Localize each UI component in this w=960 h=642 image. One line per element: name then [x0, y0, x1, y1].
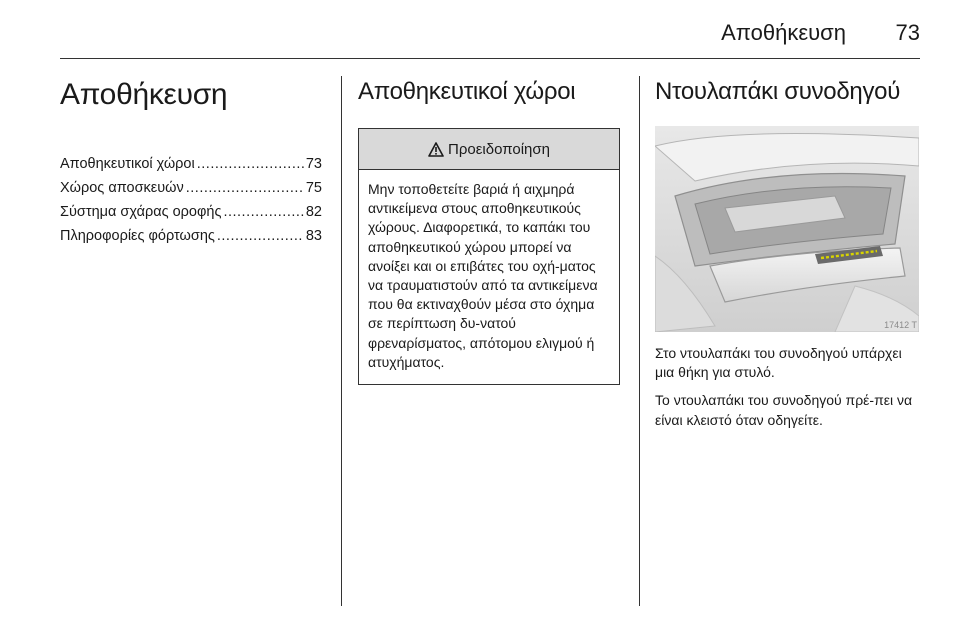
- warning-triangle-icon: [428, 142, 444, 157]
- toc-entry-label: Σύστημα σχάρας οροφής: [60, 204, 222, 220]
- page-header: [60, 18, 920, 59]
- page-number: 73: [895, 20, 920, 45]
- toc-leader-dots: [217, 224, 304, 248]
- toc-leader-dots: [186, 176, 304, 200]
- running-section-title: Αποθήκευση: [721, 20, 846, 45]
- toc-entry-page: 75: [305, 180, 322, 196]
- toc-entry[interactable]: [60, 176, 322, 200]
- paragraph: Το ντουλαπάκι του συνοδηγού πρέ-πει να είναι κλειστό όταν οδηγείτε.: [655, 392, 913, 428]
- chapter-title: Αποθήκευση: [60, 78, 228, 111]
- paragraph: Στο ντουλαπάκι του συνοδηγού υπάρχει μια θήκη για στυλό.: [655, 345, 902, 381]
- glovebox-section-title: Ντουλαπάκι συνοδηγού: [655, 78, 901, 105]
- glovebox-text: [655, 344, 920, 430]
- column-divider: [341, 76, 342, 606]
- toc-entry-page: 73: [305, 156, 322, 172]
- storage-section-title: Αποθηκευτικοί χώροι: [358, 78, 576, 105]
- glovebox-column: [655, 78, 920, 439]
- glovebox-illustration: [655, 126, 919, 332]
- warning-box: [358, 128, 620, 385]
- toc-entry[interactable]: [60, 152, 322, 176]
- toc-entry-label: Χώρος αποσκευών: [60, 180, 184, 196]
- warning-text: Μην τοποθετείτε βαριά ή αιχμηρά αντικείμενα στους αποθηκευτικούς χώρους. Διαφορετικά, το καπάκι του αποθηκευτικού χώρου μπορεί να ανοίξει και οι επιβάτες του οχή-ματος να τραυματιστούν από τα αντικείμενα που θα εκτιναχθούν μέσα στο όχημα σε περίπτωση δυ-νατού φρεναρίσματος, απότομου ελιγμού ή ατυχήματος.: [368, 181, 598, 370]
- column-divider: [639, 76, 640, 606]
- glovebox-drawing: [655, 126, 919, 332]
- toc-entry-page: 82: [305, 204, 322, 220]
- toc-entry[interactable]: [60, 200, 322, 224]
- warning-header: [359, 129, 619, 170]
- table-of-contents: [60, 152, 322, 248]
- toc-entry-label: Πληροφορίες φόρτωσης: [60, 228, 215, 244]
- figure-code: 17412 T: [884, 320, 917, 330]
- toc-entry-page: 83: [305, 228, 322, 244]
- toc-entry[interactable]: [60, 224, 322, 248]
- toc-leader-dots: [197, 152, 304, 176]
- warning-title: Προειδοποίηση: [448, 140, 550, 158]
- toc-entry-label: Αποθηκευτικοί χώροι: [60, 156, 195, 172]
- chapter-column: [60, 78, 322, 248]
- toc-leader-dots: [223, 200, 303, 224]
- storage-column: [358, 78, 622, 385]
